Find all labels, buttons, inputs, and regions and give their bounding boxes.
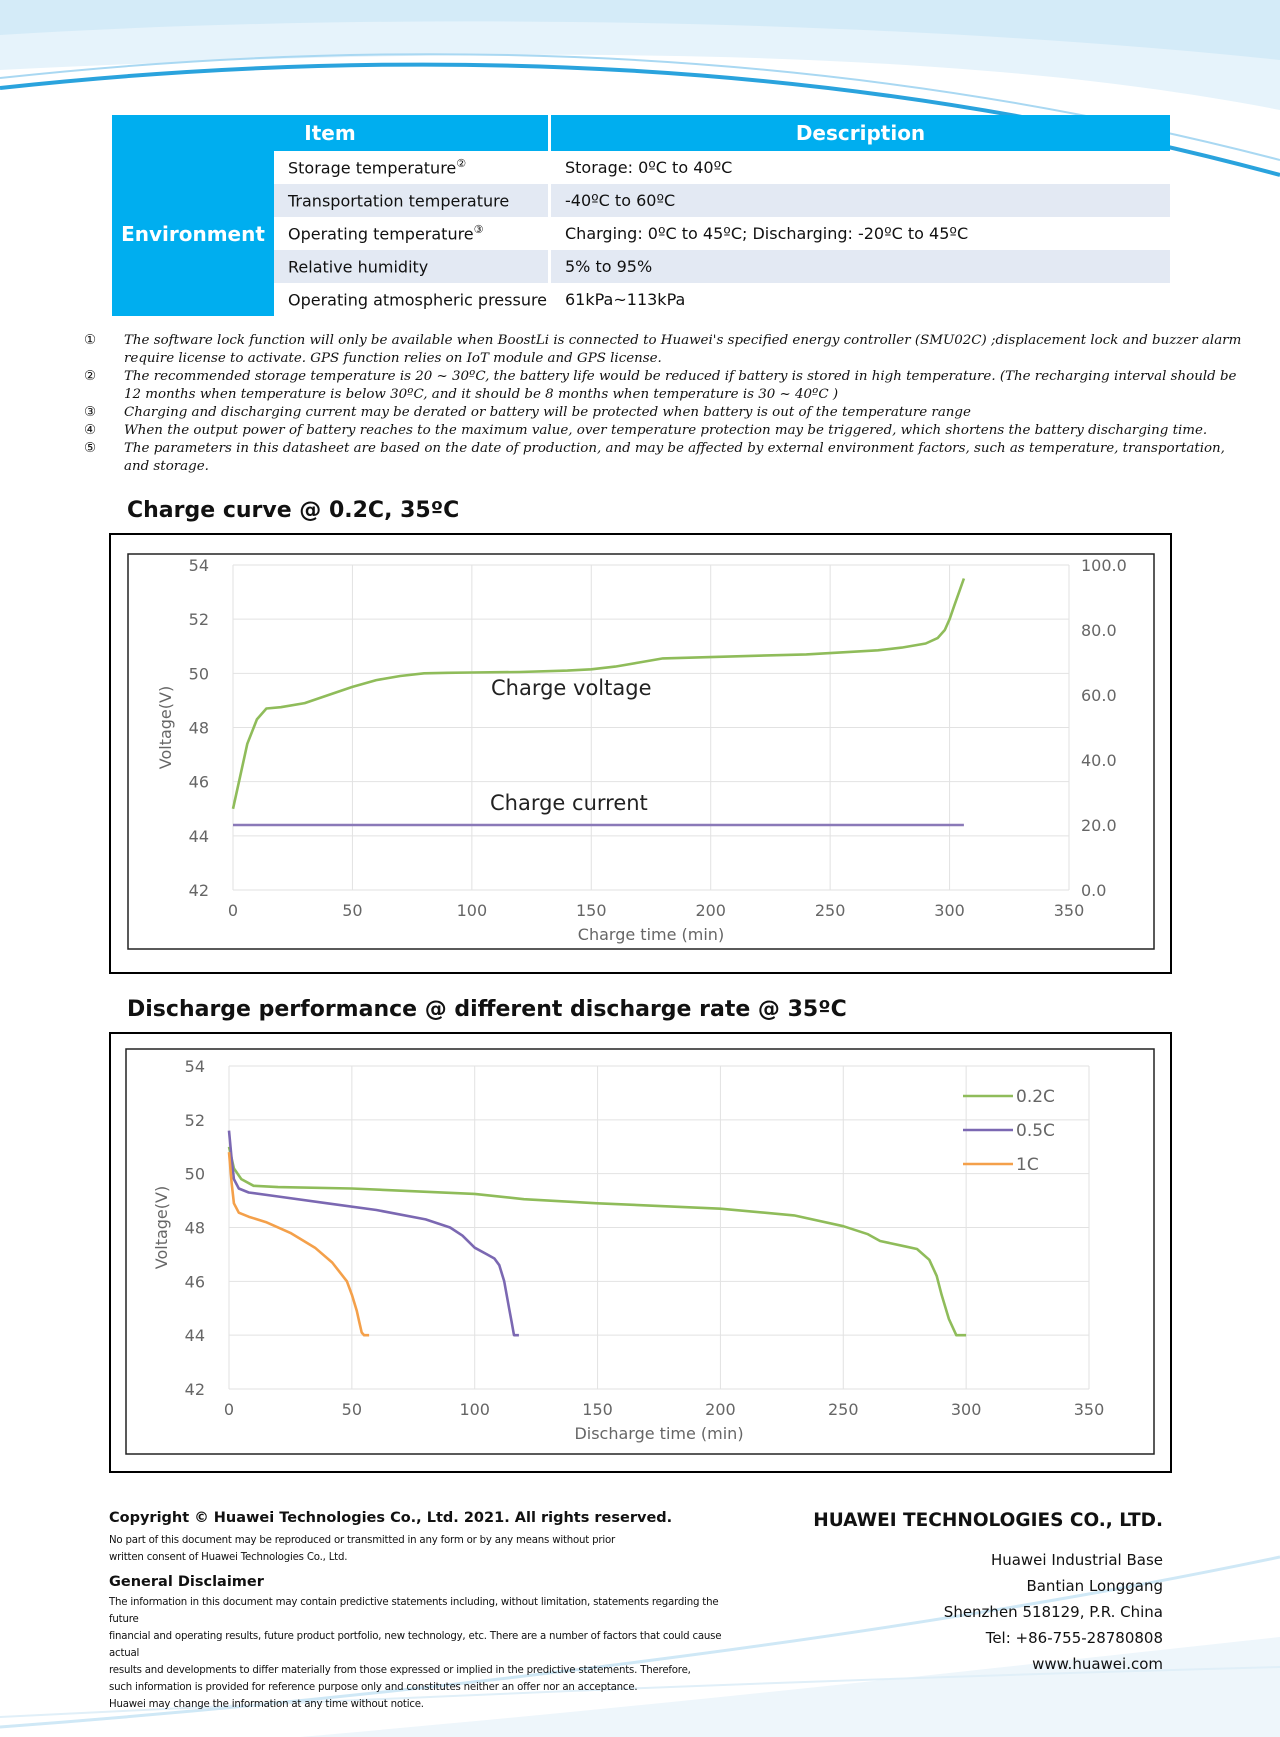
charge-curve-frame	[109, 533, 1172, 974]
footnote: ③ Charging and discharging current may be derated or battery will be protected when battery is out of the temperature range	[84, 405, 971, 420]
y2-tick-label: 60.0	[1081, 686, 1117, 705]
spec-table	[112, 115, 1170, 316]
y-tick-label: 54	[188, 556, 209, 575]
discharge-performance-chart	[111, 1034, 1170, 1471]
phone-line: Tel: +86-755-28780808	[985, 1629, 1163, 1647]
y-tick-label: 50	[188, 664, 209, 684]
y-tick-label: 48	[184, 1218, 205, 1238]
y2-tick-label: 100.0	[1081, 556, 1127, 575]
x-tick-label: 150	[576, 901, 607, 920]
y-axis-label: Voltage(V)	[156, 685, 175, 770]
disclaimer-line: Huawei may change the information at any time without notice.	[109, 1699, 424, 1710]
x-tick-label: 200	[695, 901, 726, 920]
y2-tick-label: 0.0	[1081, 881, 1107, 900]
x-tick-label: 350	[1053, 901, 1085, 920]
x-tick-label: 50	[342, 901, 363, 920]
footnotes	[82, 332, 1242, 476]
company-name: HUAWEI TECHNOLOGIES CO., LTD.	[813, 1510, 1163, 1531]
y2-tick-label: 20.0	[1081, 816, 1117, 835]
x-tick-label: 250	[828, 1400, 859, 1419]
x-tick-label: 150	[582, 1400, 613, 1419]
x-tick-label: 300	[950, 1400, 982, 1419]
address-line: Huawei Industrial Base	[990, 1551, 1163, 1569]
footnote: ① The software lock function will only be available when BoostLi is connected to Huawei's specified energy controller (SMU02C) ;displacement lock and buzzer alarm require license to activate. GPS function relies on IoT module and GPS license.	[84, 333, 1242, 366]
row-description: 61kPa~113kPa	[565, 290, 686, 309]
annotation-charge-voltage: Charge voltage	[491, 676, 652, 700]
row-item: Operating atmospheric pressure	[274, 283, 550, 316]
x-tick-label: 50	[341, 1400, 363, 1419]
y-tick-label: 52	[188, 610, 209, 630]
address-line: Bantian Longgang	[1026, 1577, 1163, 1595]
row-item: Storage temperature②	[274, 151, 550, 184]
y-tick-label: 46	[188, 772, 209, 792]
row-item: Operating temperature③	[274, 217, 550, 250]
x-tick-label: 100	[459, 1400, 490, 1419]
notice-line: written consent of Huawei Technologies Co., Ltd.	[109, 1552, 348, 1563]
annotation-charge-current: Charge current	[490, 791, 648, 815]
x-tick-label: 350	[1073, 1400, 1105, 1419]
footnote: ④ When the output power of battery reaches to the maximum value, over temperature protection may be triggered, which shortens the battery discharging time.	[84, 423, 1208, 438]
footnote: ⑤ The parameters in this datasheet are based on the date of production, and may be affected by external environment factors, such as temperature, transportation, and storage.	[84, 441, 1225, 474]
discharge-performance-frame	[109, 1032, 1172, 1473]
disclaimer-line: results and developments to differ materially from those expressed or implied in the predictive statements. Therefore,	[109, 1665, 691, 1676]
x-tick-label: 100	[456, 901, 488, 920]
table-header-row	[112, 115, 1170, 151]
y-tick-label: 48	[188, 718, 209, 738]
x-tick-label: 0	[223, 1400, 235, 1419]
y2-tick-label: 80.0	[1081, 621, 1117, 640]
plot-frame	[126, 1049, 1154, 1454]
disclaimer-title: General Disclaimer	[109, 1574, 264, 1590]
y-tick-label: 50	[184, 1164, 205, 1184]
row-item: Relative humidity	[274, 250, 550, 283]
row-description: -40ºC to 60ºC	[550, 184, 1171, 217]
charge-curve-title: Charge curve @ 0.2C, 35ºC	[127, 498, 460, 523]
legend-label: 1C	[1016, 1155, 1039, 1175]
y-tick-label: 42	[188, 881, 209, 900]
row-description: Storage: 0ºC to 40ºC	[565, 158, 733, 177]
x-tick-label: 250	[814, 901, 846, 920]
table-row	[112, 151, 1170, 184]
y-tick-label: 54	[184, 1057, 205, 1076]
footnote: ② The recommended storage temperature is 20 ~ 30ºC, the battery life would be reduced if battery is stored in high temperature. (The recharging interval should be 12 months when temperature is below 30ºC, and it should be 8 months when temperature is 30 ~ 40ºC )	[84, 369, 1237, 402]
x-tick-label: 200	[705, 1400, 736, 1419]
x-axis-label: Discharge time (min)	[574, 1424, 744, 1443]
header-item: Item	[112, 115, 550, 151]
charge-curve-chart	[111, 535, 1170, 972]
x-tick-label: 300	[934, 901, 965, 920]
y-axis-label: Voltage(V)	[152, 1185, 171, 1270]
footer-legal	[109, 1510, 749, 1713]
disclaimer-line: The information in this document may contain predictive statements including, without limitation, statements regarding the future	[109, 1597, 719, 1625]
website-line: www.huawei.com	[1032, 1655, 1163, 1673]
disclaimer-line: such information is provided for reference purpose only and constitutes neither an offer nor an acceptance.	[109, 1682, 638, 1693]
row-description: Charging: 0ºC to 45ºC; Discharging: -20ºC to 45ºC	[565, 224, 969, 243]
y-tick-label: 44	[184, 1326, 205, 1346]
notice-line: No part of this document may be reproduced or transmitted in any form or by any means without prior	[109, 1535, 616, 1546]
footer-company	[813, 1510, 1163, 1677]
legend-label: 0.2C	[1016, 1087, 1055, 1107]
y-tick-label: 46	[184, 1272, 205, 1292]
y2-tick-label: 40.0	[1081, 751, 1117, 770]
copyright: Copyright © Huawei Technologies Co., Ltd. 2021. All rights reserved.	[109, 1510, 673, 1526]
y-tick-label: 44	[188, 826, 209, 846]
disclaimer-line: financial and operating results, future product portfolio, new technology, etc. There are a number of factors that could cause actual	[109, 1631, 722, 1659]
category-environment: Environment	[112, 151, 274, 316]
header-description: Description	[550, 115, 1171, 151]
x-tick-label: 0	[227, 901, 239, 920]
legend-label: 0.5C	[1016, 1121, 1055, 1141]
discharge-performance-title: Discharge performance @ different discharge rate @ 35ºC	[127, 997, 847, 1022]
y-tick-label: 52	[184, 1110, 205, 1130]
row-description: 5% to 95%	[550, 250, 1171, 283]
y-tick-label: 42	[184, 1380, 205, 1399]
address-line: Shenzhen 518129, P.R. China	[943, 1603, 1163, 1621]
x-axis-label: Charge time (min)	[577, 925, 725, 944]
row-item: Transportation temperature	[274, 184, 550, 217]
